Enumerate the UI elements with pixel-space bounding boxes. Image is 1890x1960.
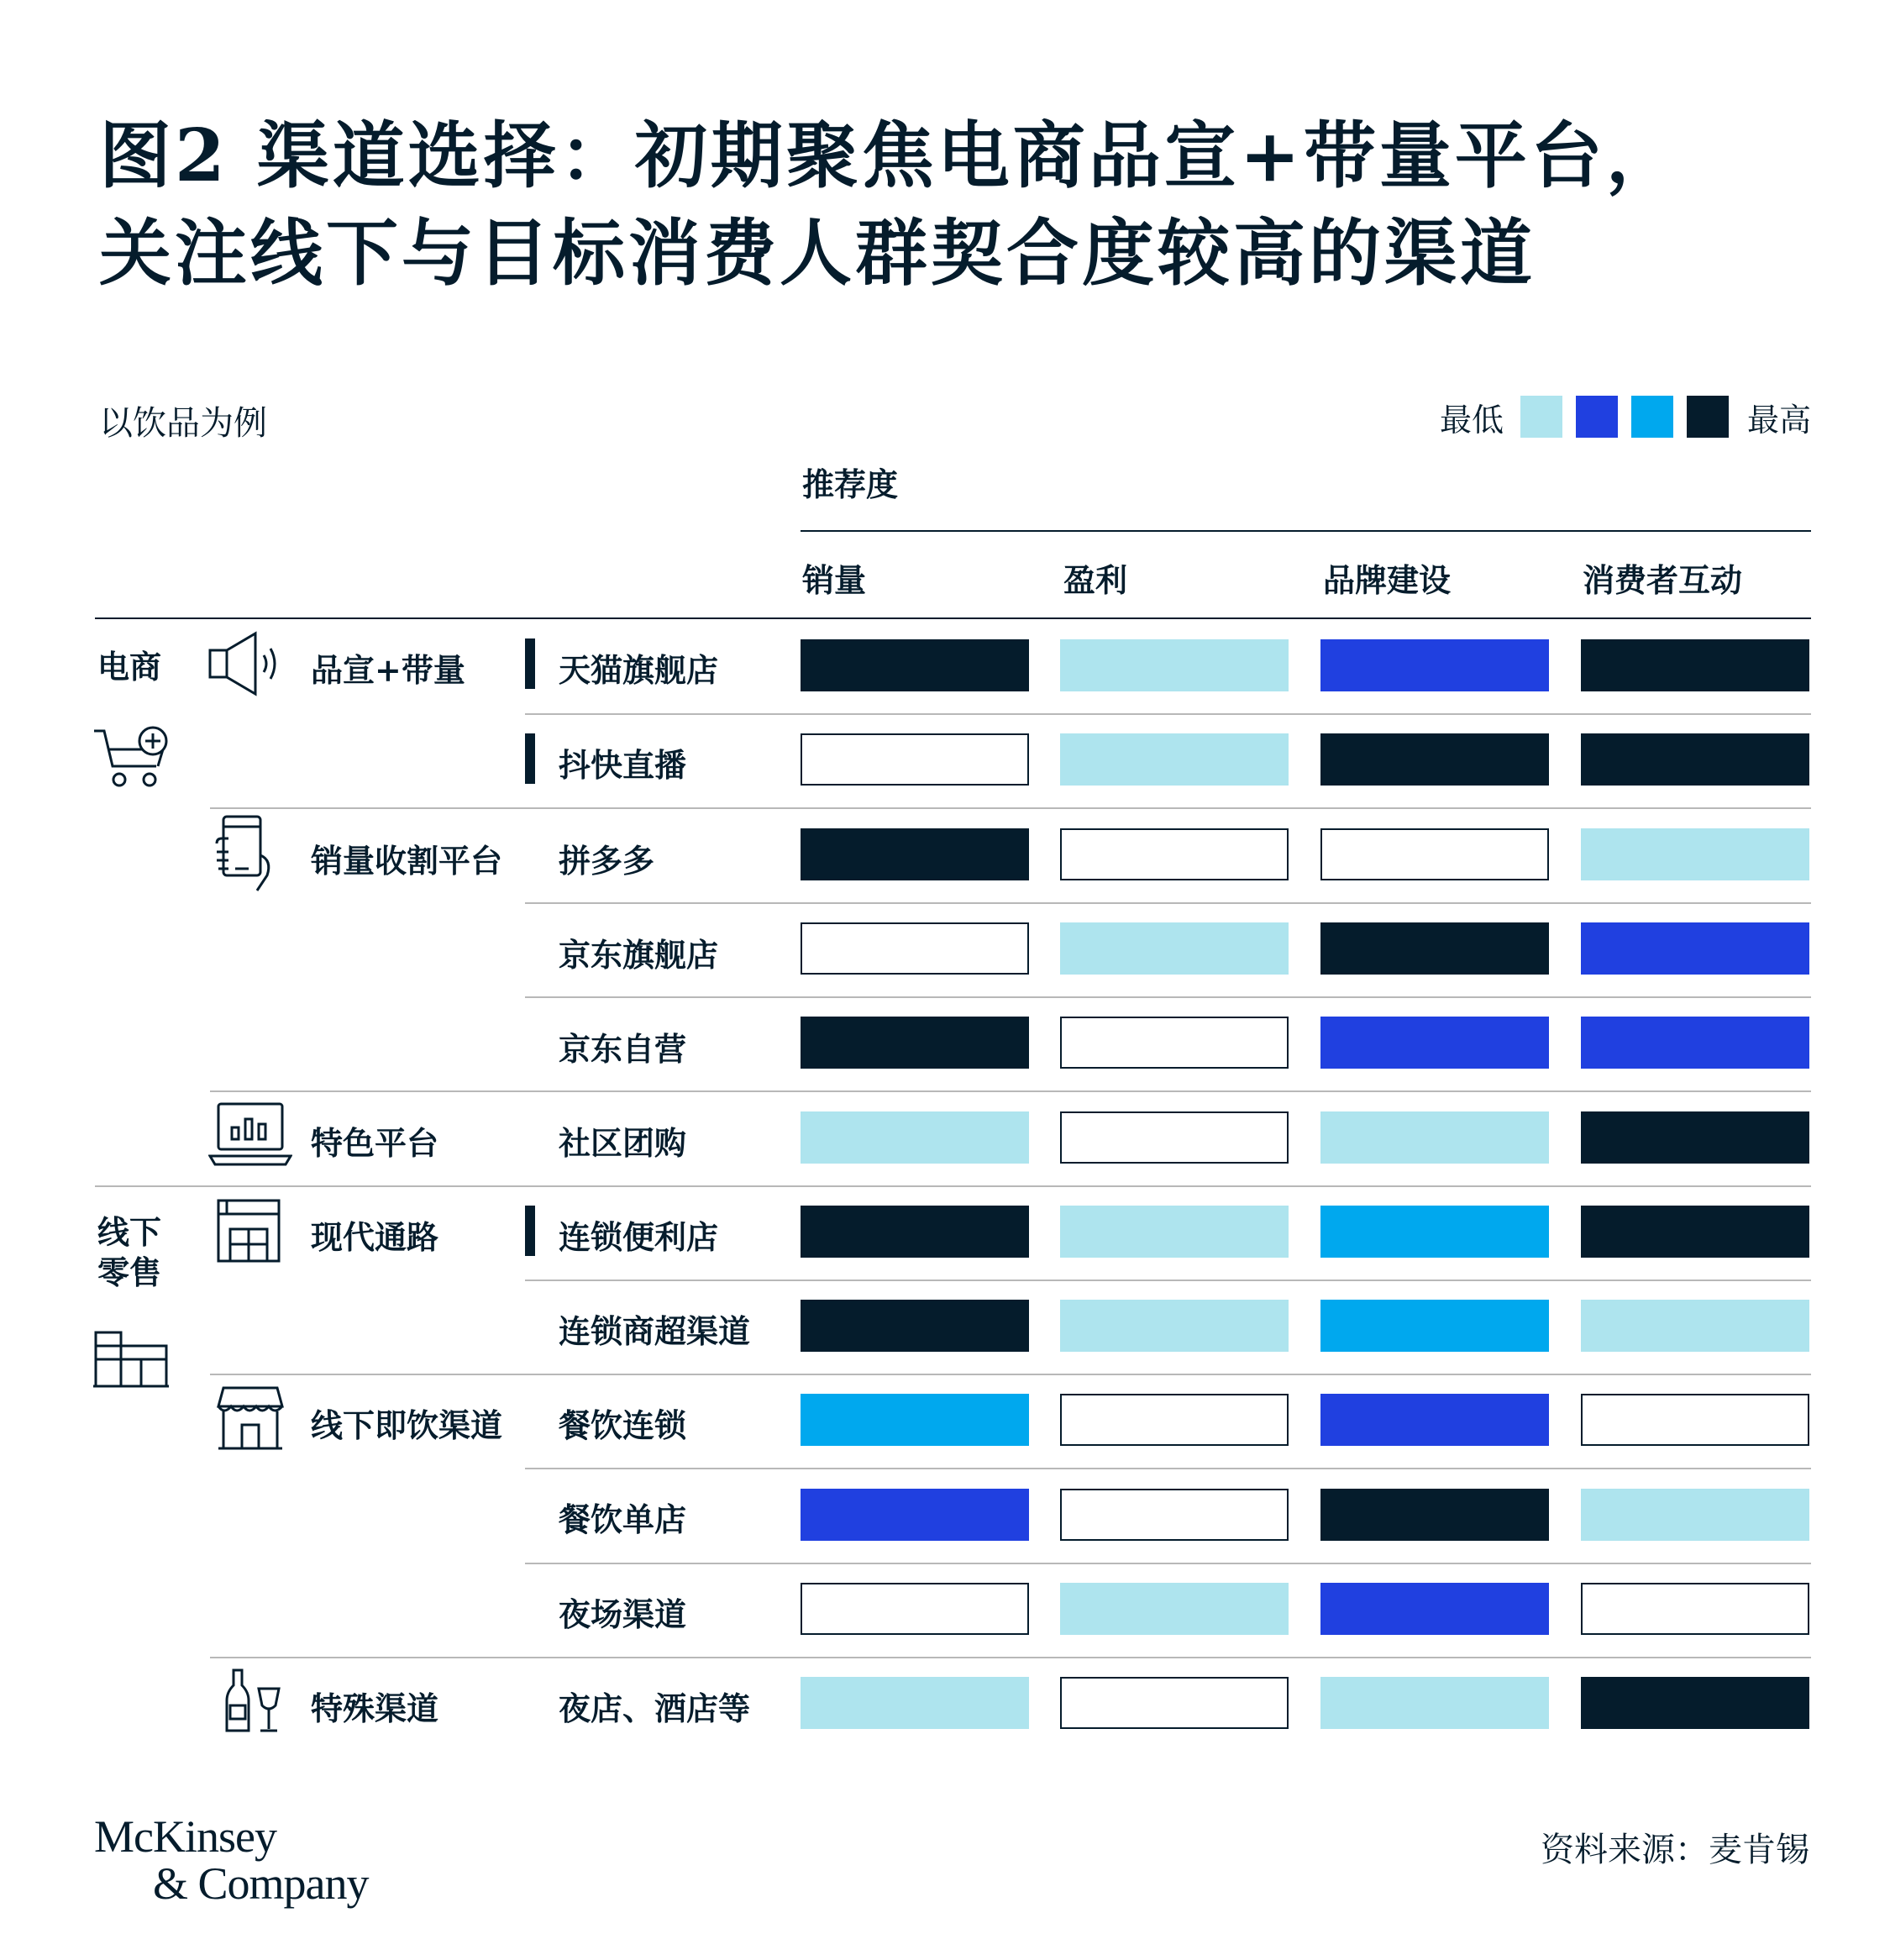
- group-separator: [210, 807, 1811, 809]
- title-line-1: 图2 渠道选择：初期聚焦电商品宣+带量平台，: [99, 113, 1682, 198]
- heatmap-cell-brand: [1320, 1583, 1549, 1635]
- heatmap-cell-profit: [1060, 1394, 1289, 1446]
- laptop-chart-icon: [208, 1101, 292, 1168]
- heatmap-cell-profit: [1060, 1017, 1289, 1069]
- column-header-engagement: 消费者互动: [1583, 561, 1743, 599]
- heatmap-cell-brand: [1320, 1206, 1549, 1258]
- heatmap-cell-engagement: [1581, 922, 1809, 975]
- channel-marker: [525, 733, 535, 784]
- logo-line-2: & Company: [153, 1858, 369, 1909]
- heatmap-cell-brand: [1320, 828, 1549, 880]
- mckinsey-logo: [94, 1813, 369, 1907]
- row-separator: [525, 1280, 1811, 1281]
- bottle-glass-icon: [222, 1667, 282, 1734]
- section-label-ecommerce: 电商: [97, 648, 162, 686]
- group-separator: [210, 1657, 1811, 1658]
- heatmap-cell-sales: [801, 1394, 1029, 1446]
- column-header-profit: 盈利: [1063, 561, 1128, 599]
- heatmap-cell-profit: [1060, 922, 1289, 975]
- channel-label-nightlife: 夜场渠道: [559, 1595, 687, 1633]
- heatmap-cell-sales: [801, 1206, 1029, 1258]
- heatmap-cell-engagement: [1581, 1206, 1809, 1258]
- channel-label-douyin-kuaishou: 抖快直播: [559, 746, 687, 784]
- subtitle: 以饮品为例: [99, 404, 267, 443]
- legend-high-label: 最高: [1746, 401, 1811, 439]
- channel-label-restaurant-chain: 餐饮连锁: [559, 1406, 687, 1444]
- heatmap-cell-sales: [801, 639, 1029, 691]
- table-top-rule: [95, 617, 1811, 619]
- megaphone-icon: [208, 630, 289, 697]
- channel-label-tmall: 天猫旗舰店: [559, 651, 719, 689]
- heatmap-cell-profit: [1060, 1489, 1289, 1541]
- heatmap-cell-engagement: [1581, 1017, 1809, 1069]
- group-label-specialty-platform: 特色平台: [311, 1124, 439, 1162]
- heatmap-cell-sales: [801, 922, 1029, 975]
- heatmap-cell-engagement: [1581, 1583, 1809, 1635]
- heatmap-cell-engagement: [1581, 639, 1809, 691]
- row-separator: [525, 1563, 1811, 1564]
- legend-swatch-4: [1687, 396, 1729, 438]
- shop-awning-icon: [217, 1385, 284, 1452]
- heatmap-cell-sales: [801, 1583, 1029, 1635]
- heatmap-cell-engagement: [1581, 828, 1809, 880]
- channel-label-pinduoduo: 拼多多: [559, 842, 655, 880]
- heatmap-cell-brand: [1320, 1111, 1549, 1164]
- legend-swatch-3: [1631, 396, 1673, 438]
- row-separator: [525, 713, 1811, 715]
- legend-swatch-2: [1576, 396, 1618, 438]
- column-header-sales: 销量: [802, 561, 867, 599]
- heatmap-cell-engagement: [1581, 733, 1809, 786]
- channel-label-nightclub-hotel: 夜店、酒店等: [559, 1689, 751, 1727]
- channel-label-jd-flagship: 京东旗舰店: [559, 936, 719, 974]
- heatmap-cell-sales: [801, 1111, 1029, 1164]
- phone-in-hand-icon: [213, 813, 281, 894]
- heatmap-cell-sales: [801, 1677, 1029, 1729]
- heatmap-cell-sales: [801, 1300, 1029, 1352]
- channel-label-supermarket-chain: 连锁商超渠道: [559, 1312, 751, 1350]
- heatmap-cell-profit: [1060, 1677, 1289, 1729]
- heatmap-cell-sales: [801, 828, 1029, 880]
- row-separator: [525, 902, 1811, 904]
- heatmap-cell-brand: [1320, 1489, 1549, 1541]
- heatmap-cell-profit: [1060, 1111, 1289, 1164]
- channel-label-convenience-chain: 连锁便利店: [559, 1218, 719, 1256]
- logo-line-1: McKinsey: [94, 1811, 276, 1862]
- heatmap-cell-profit: [1060, 1583, 1289, 1635]
- channel-label-restaurant-single: 餐饮单店: [559, 1500, 687, 1538]
- heatmap-cell-brand: [1320, 922, 1549, 975]
- group-label-modern-trade: 现代通路: [311, 1218, 439, 1256]
- group-separator: [210, 1374, 1811, 1375]
- heatmap-cell-engagement: [1581, 1111, 1809, 1164]
- group-label-special-channel: 特殊渠道: [311, 1689, 439, 1727]
- row-separator: [525, 1468, 1811, 1469]
- channel-label-jd-self-operated: 京东自营: [559, 1030, 687, 1068]
- heatmap-cell-sales: [801, 733, 1029, 786]
- heatmap-cell-engagement: [1581, 1394, 1809, 1446]
- storefront-building-icon: [92, 1329, 170, 1388]
- store-building-icon: [215, 1197, 282, 1264]
- channel-marker: [525, 1206, 535, 1256]
- title-line-2: 关注线下与目标消费人群契合度较高的渠道: [99, 211, 1536, 296]
- group-label-branding-volume: 品宣+带量: [311, 651, 465, 689]
- section-label-offline-retail: 线下零售: [97, 1213, 162, 1291]
- heatmap-cell-brand: [1320, 1677, 1549, 1729]
- heatmap-cell-profit: [1060, 639, 1289, 691]
- column-header-brand: 品牌建设: [1323, 561, 1452, 599]
- legend-swatch-1: [1520, 396, 1562, 438]
- heatmap-cell-profit: [1060, 1206, 1289, 1258]
- heatmap-cell-engagement: [1581, 1677, 1809, 1729]
- heatmap-cell-brand: [1320, 1394, 1549, 1446]
- group-label-sales-harvest: 销量收割平台: [311, 842, 503, 880]
- heatmap-cell-sales: [801, 1017, 1029, 1069]
- heatmap-cell-brand: [1320, 1300, 1549, 1352]
- legend: [1440, 395, 1811, 439]
- channel-label-community-group-buy: 社区团购: [559, 1124, 687, 1162]
- source-note: 资料来源：麦肯锡: [1541, 1831, 1809, 1869]
- group-label-on-premise: 线下即饮渠道: [311, 1406, 503, 1444]
- legend-low-label: 最低: [1439, 401, 1504, 439]
- row-separator: [525, 996, 1811, 998]
- heatmap-cell-engagement: [1581, 1300, 1809, 1352]
- heatmap-cell-brand: [1320, 639, 1549, 691]
- channel-marker: [525, 638, 535, 689]
- heatmap-cell-profit: [1060, 733, 1289, 786]
- group-separator: [210, 1090, 1811, 1092]
- heatmap-cell-profit: [1060, 1300, 1289, 1352]
- heatmap-cell-brand: [1320, 1017, 1549, 1069]
- section-separator: [95, 1185, 1811, 1187]
- heatmap-cell-brand: [1320, 733, 1549, 786]
- recommendation-title: 推荐度: [802, 465, 899, 503]
- header-rule: [801, 530, 1811, 532]
- heatmap-cell-engagement: [1581, 1489, 1809, 1541]
- heatmap-cell-sales: [801, 1489, 1029, 1541]
- chart-title: [99, 108, 1813, 302]
- heatmap-cell-profit: [1060, 828, 1289, 880]
- shopping-cart-icon: [92, 724, 173, 791]
